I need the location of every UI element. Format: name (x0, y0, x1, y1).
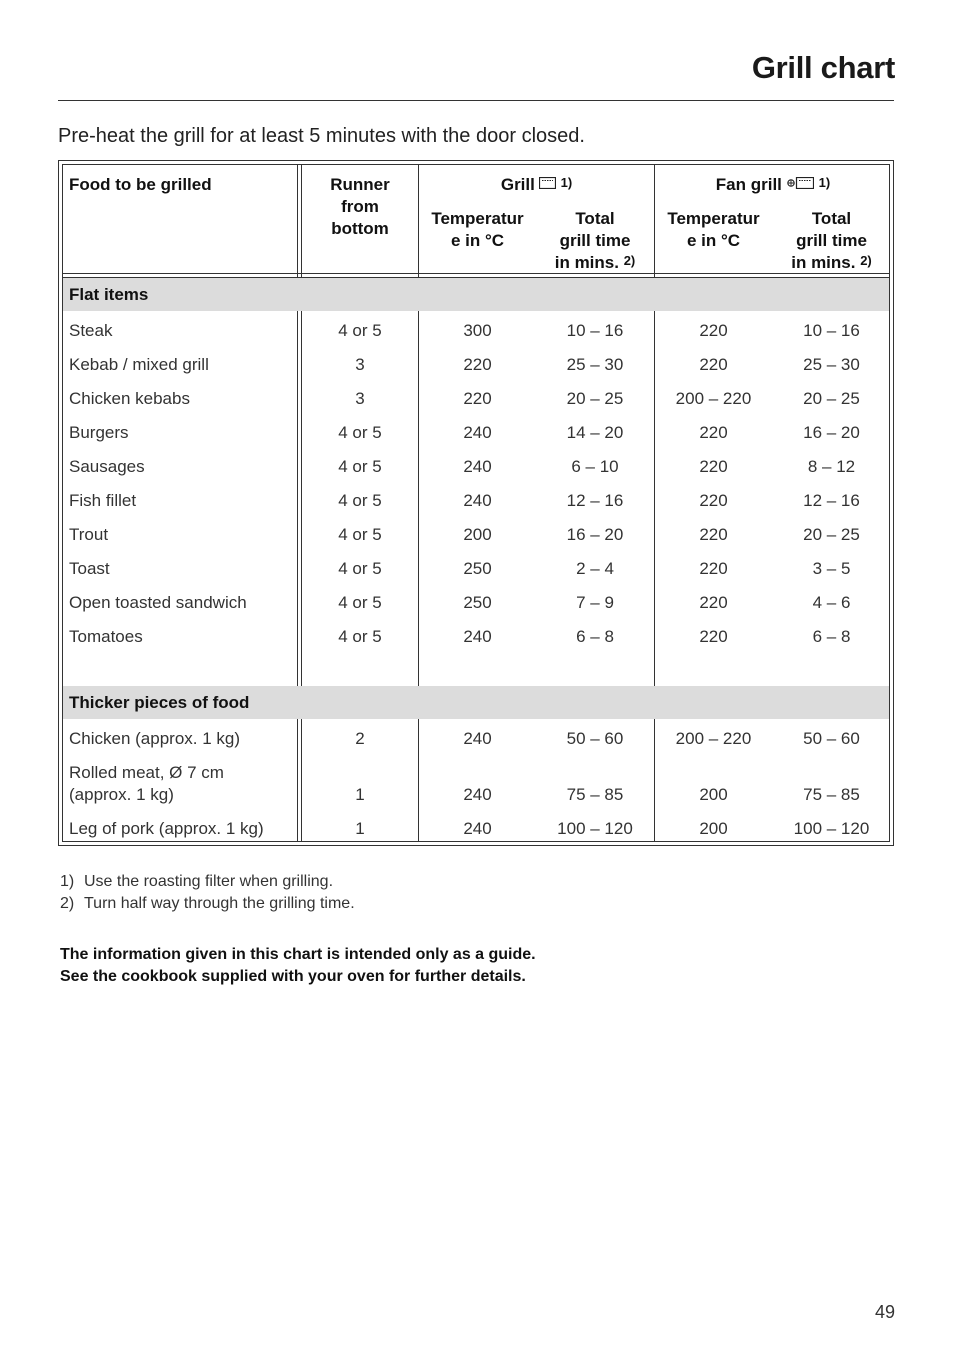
row-food-name: Open toasted sandwich (69, 593, 247, 612)
row-grill-temp: 240 (463, 423, 492, 442)
row-fan-time: 3 – 5 (812, 559, 851, 578)
row-runner: 2 (355, 729, 365, 748)
row-fan-time: 20 – 25 (803, 389, 860, 408)
row-grill-time: 6 – 10 (571, 457, 619, 476)
footnote-1: 1) Use the roasting filter when grilling. (60, 873, 334, 890)
header-grill-temperature: Temperatur e in °C (431, 209, 524, 250)
row-runner: 4 or 5 (338, 491, 382, 510)
row-food-name: Rolled meat, Ø 7 cm (approx. 1 kg) (69, 763, 224, 804)
row-food-name: Burgers (69, 423, 129, 442)
row-grill-temp: 220 (463, 389, 492, 408)
row-fan-temp: 200 (699, 819, 728, 838)
row-grill-time: 10 – 16 (566, 321, 624, 340)
row-grill-time: 50 – 60 (566, 729, 624, 748)
row-fan-time: 12 – 16 (803, 491, 860, 510)
row-grill-temp: 240 (463, 627, 492, 646)
row-grill-temp: 240 (463, 785, 492, 804)
row-fan-time: 75 – 85 (803, 785, 860, 804)
row-runner: 4 or 5 (338, 627, 382, 646)
header-fan-total-time: Total grill time in mins. $^{2)}$ (791, 209, 872, 272)
row-fan-time: 16 – 20 (803, 423, 860, 442)
row-grill-time: 7 – 9 (576, 593, 614, 612)
fan-grill-icon (786, 173, 814, 195)
row-grill-temp: 240 (463, 457, 492, 476)
row-food-name: Chicken kebabs (69, 389, 190, 408)
row-fan-temp: 220 (699, 525, 728, 544)
row-fan-temp: 220 (699, 321, 728, 340)
row-fan-time: 6 – 8 (812, 627, 851, 646)
row-fan-time: 20 – 25 (803, 525, 860, 544)
row-runner: 1 (355, 819, 365, 838)
footnote-2: 2) Turn half way through the grilling time. (60, 895, 355, 912)
divider-food-a (297, 165, 298, 841)
row-fan-temp: 220 (699, 627, 728, 646)
header-grill-total-time: Total grill time in mins. $^{2)}$ (554, 209, 636, 272)
row-fan-time: 100 – 120 (793, 819, 870, 838)
row-grill-temp: 220 (463, 355, 492, 374)
row-fan-temp: 200 – 220 (675, 729, 752, 748)
header-rule-a (63, 273, 889, 274)
row-fan-temp: 220 (699, 593, 728, 612)
section-band-flat (63, 278, 889, 311)
page-title: Grill chart (751, 50, 895, 85)
row-runner: 4 or 5 (338, 559, 382, 578)
row-runner: 1 (355, 785, 365, 804)
row-grill-temp: 300 (463, 321, 492, 340)
row-runner: 3 (355, 389, 365, 408)
row-food-name: Leg of pork (approx. 1 kg) (69, 819, 264, 838)
section-title-thicker-pieces: Thicker pieces of food (69, 693, 250, 712)
row-runner: 4 or 5 (338, 593, 382, 612)
row-grill-temp: 240 (463, 729, 492, 748)
row-grill-temp: 200 (463, 525, 492, 544)
row-food-name: Toast (69, 559, 110, 578)
row-grill-time: 75 – 85 (566, 785, 624, 804)
header-grill: Grill $^{1)}$ (419, 174, 654, 197)
row-fan-temp: 200 – 220 (675, 389, 752, 408)
header-fan-grill: Fan grill $^{1)}$ (655, 174, 891, 197)
row-runner: 4 or 5 (338, 321, 382, 340)
guide-note (60, 944, 536, 988)
row-fan-time: 8 – 12 (807, 457, 856, 476)
row-food-name: Trout (69, 525, 109, 544)
grill-chart-table (58, 160, 894, 846)
row-grill-time: 100 – 120 (557, 819, 633, 838)
row-food-name: Kebab / mixed grill (69, 355, 209, 374)
row-food-name: Tomatoes (69, 627, 143, 646)
row-food-name: Chicken (approx. 1 kg) (69, 729, 241, 748)
row-runner: 3 (355, 355, 365, 374)
table-inner-frame (62, 164, 890, 842)
row-food-name: Fish fillet (69, 491, 137, 510)
row-grill-temp: 240 (463, 491, 492, 510)
row-grill-temp: 240 (463, 819, 492, 838)
row-grill-time: 20 – 25 (566, 389, 624, 408)
row-grill-time: 16 – 20 (566, 525, 624, 544)
guide-note-line-1: The information given in this chart is intended only as a guide. (60, 946, 536, 963)
row-grill-temp: 250 (463, 593, 492, 612)
grill-element-icon (539, 173, 556, 195)
row-grill-time: 6 – 8 (576, 627, 614, 646)
intro-text: Pre-heat the grill for at least 5 minutes with the door closed. (58, 125, 585, 147)
row-fan-time: 10 – 16 (803, 321, 860, 340)
row-fan-temp: 220 (699, 559, 728, 578)
header-food: Food to be grilled (69, 175, 212, 194)
row-food-name: Sausages (69, 457, 145, 476)
row-grill-time: 12 – 16 (566, 491, 624, 510)
header-runner: Runner from bottom (330, 175, 390, 238)
row-fan-time: 4 – 6 (812, 593, 851, 612)
row-grill-time: 25 – 30 (566, 355, 624, 374)
page-number: 49 (874, 1302, 895, 1322)
row-fan-temp: 220 (699, 491, 728, 510)
row-runner: 4 or 5 (338, 525, 382, 544)
row-runner: 4 or 5 (338, 457, 382, 476)
row-runner: 4 or 5 (338, 423, 382, 442)
row-fan-temp: 200 (699, 785, 728, 804)
header-fan-temperature: Temperatur e in °C (667, 209, 760, 250)
row-fan-time: 25 – 30 (803, 355, 860, 374)
title-rule (58, 100, 894, 101)
row-grill-temp: 250 (463, 559, 492, 578)
row-grill-time: 14 – 20 (566, 423, 624, 442)
guide-note-line-2: See the cookbook supplied with your oven for further details. (60, 968, 526, 985)
section-title-flat-items: Flat items (69, 285, 149, 304)
row-food-name: Steak (69, 321, 113, 340)
row-fan-temp: 220 (699, 355, 728, 374)
row-fan-time: 50 – 60 (803, 729, 860, 748)
row-fan-temp: 220 (699, 423, 728, 442)
row-grill-time: 2 – 4 (576, 559, 614, 578)
row-fan-temp: 220 (699, 457, 728, 476)
